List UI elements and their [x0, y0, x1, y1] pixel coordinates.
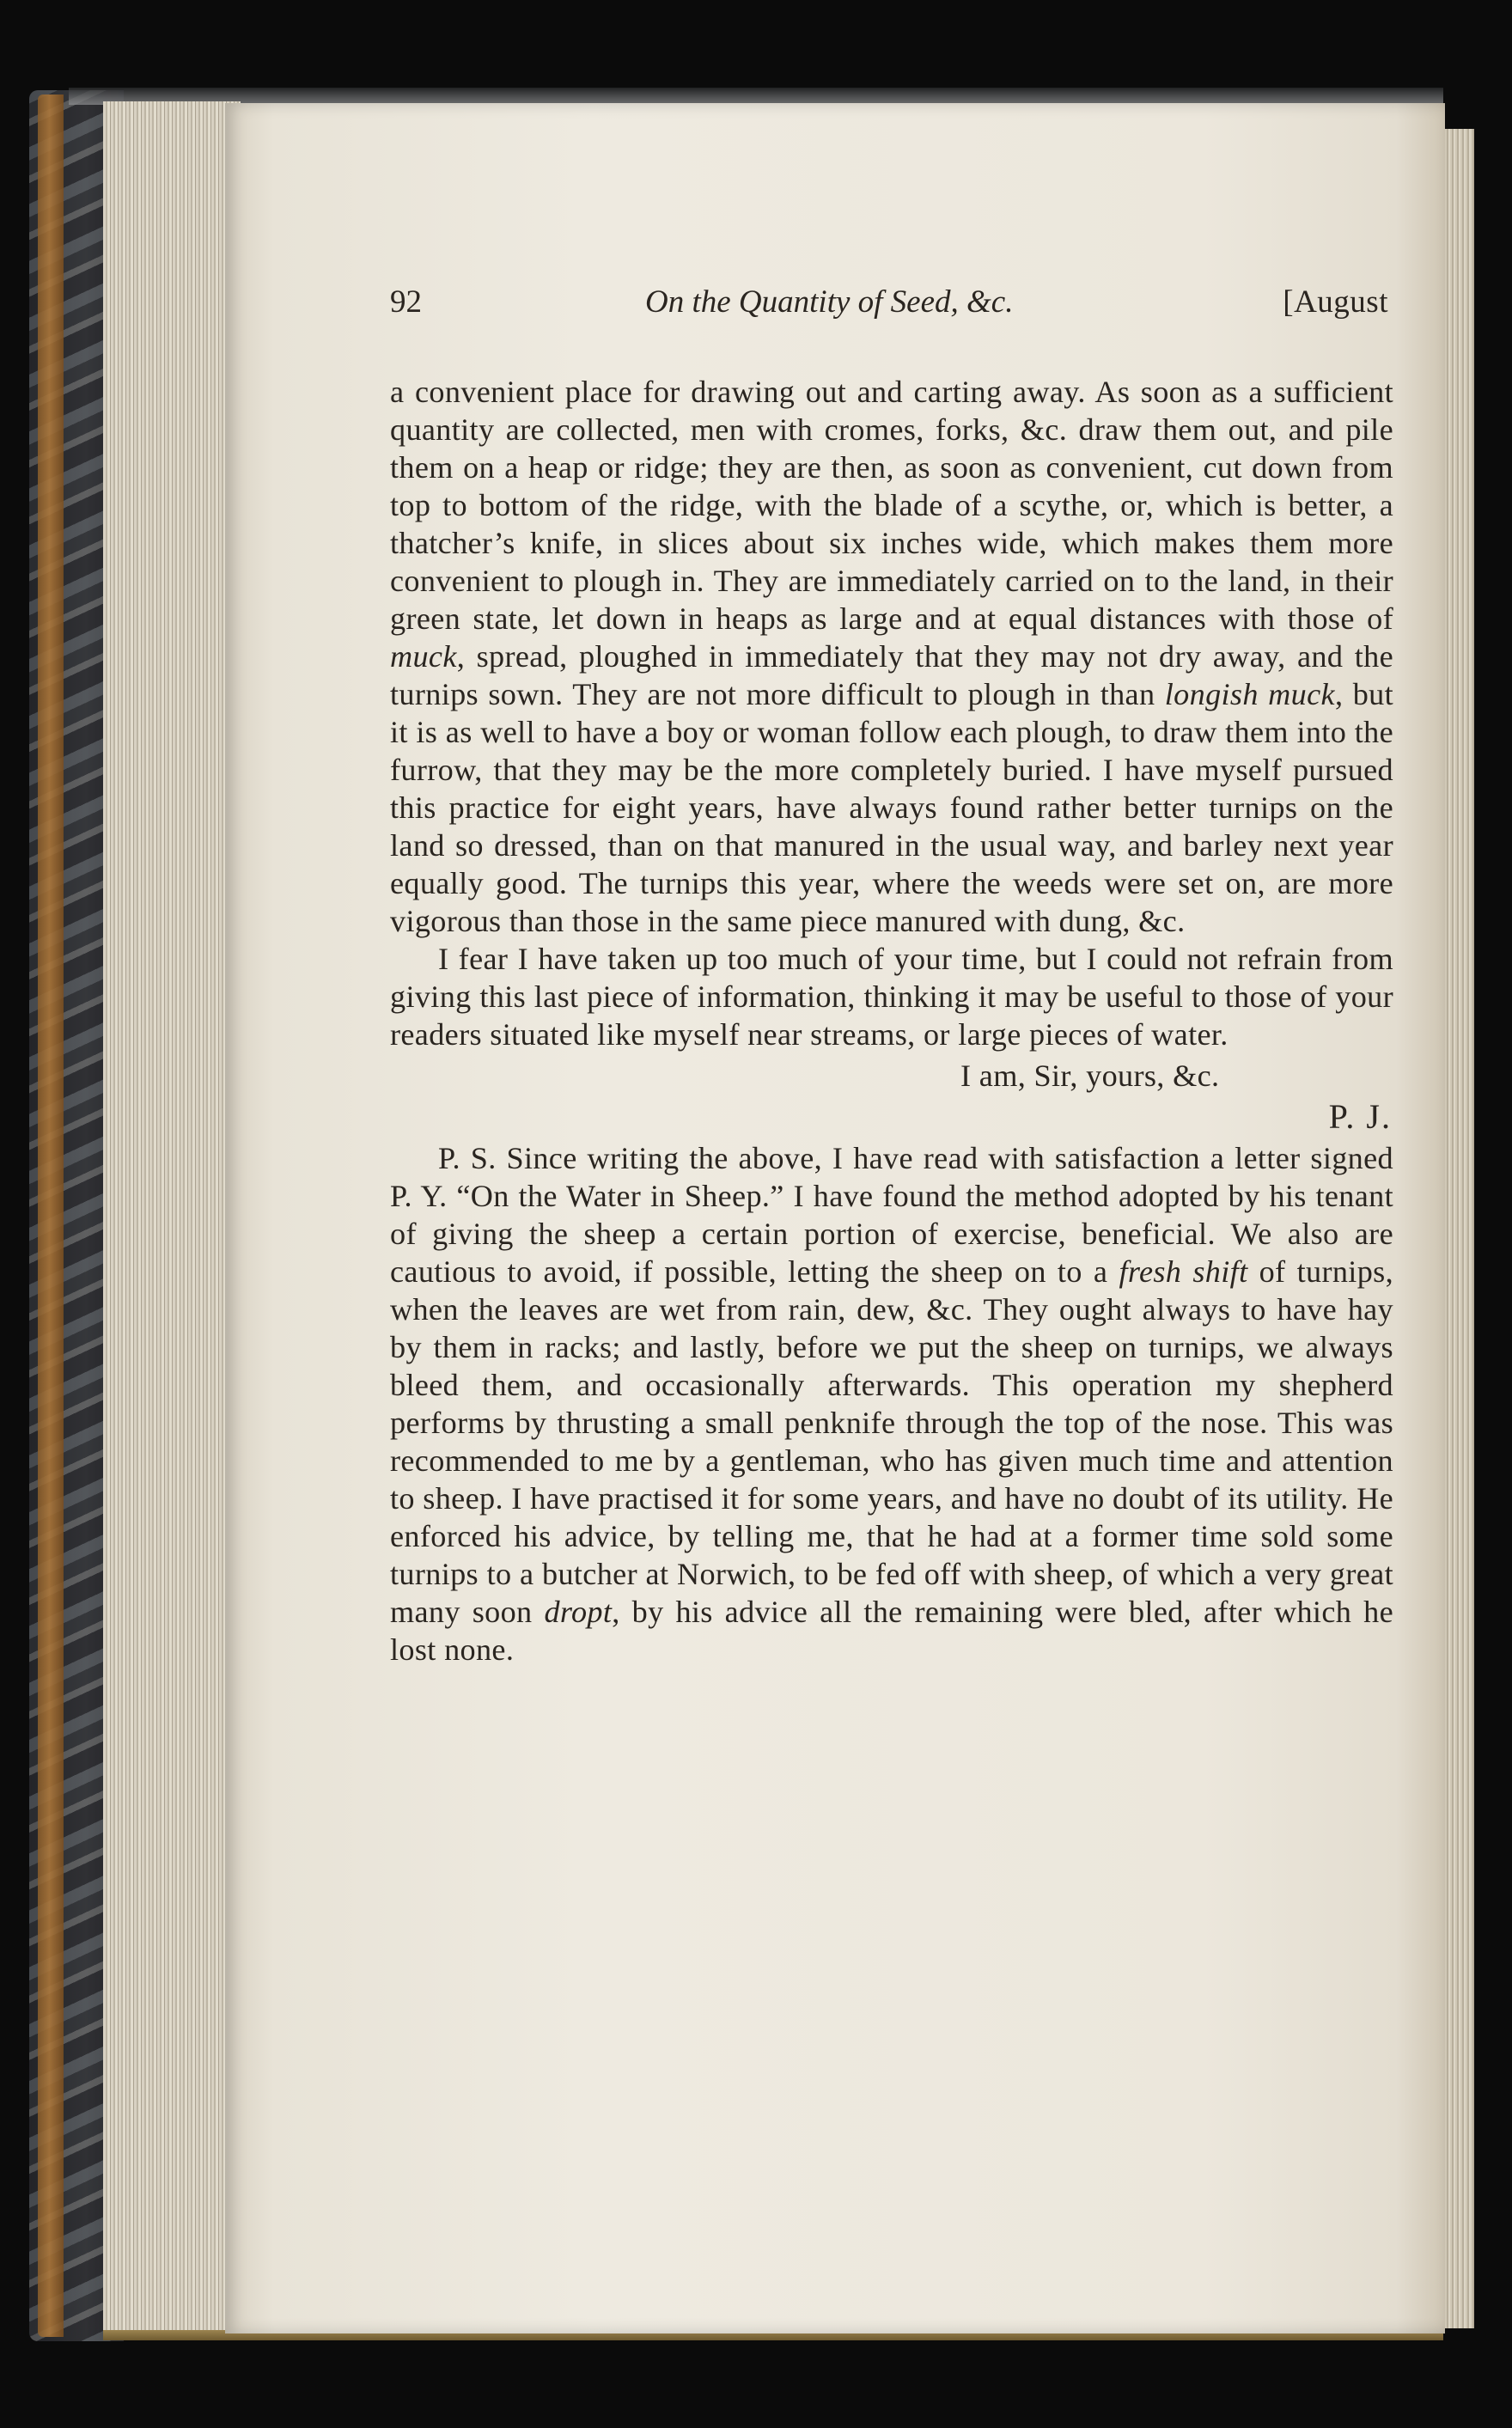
text-run: , by his advice all the remaining were bled, after which he lost none.: [390, 1595, 1393, 1667]
page-number: 92: [390, 284, 422, 320]
italic-run: fresh shift: [1119, 1254, 1248, 1289]
top-shadow-band: [69, 88, 1443, 105]
left-page-edges: [103, 101, 241, 2340]
text-run: I fear I have taken up too much of your time, but I could not refrain from giving this last piece of information, thinking it may be useful to those of your readers situated like myself near streams, or large pieces of water.: [390, 942, 1393, 1052]
signature: P. J.: [1328, 1097, 1392, 1136]
italic-run: longish muck: [1164, 677, 1335, 711]
text-run: a convenient place for drawing out and carting away. As soon as a sufficient quantity are collected, men with cromes, forks, &c. draw them out, and pile them on a heap or ridge; they are then, as soon as convenient, cut down from top to bottom of the ridge, with the blade of a scythe, or, which is better, a thatcher’s knife, in slices about six inches wide, which makes them more convenient to plough in. They are immediately carried on to the land, in their green state, let down in heaps as large and at equal distances with those of: [390, 375, 1393, 636]
running-month: [August: [1283, 284, 1388, 320]
text-run: , spread, ploughed in immediately that they may not dry away, and the turnips sown. They are not more difficult to plough in than: [390, 639, 1393, 711]
postscript: [390, 1139, 1393, 1668]
text-run: of turnips, when the leaves are wet from rain, dew, &c. They ought always to have hay by them in racks; and lastly, before we put the sheep on turnips, we always bleed them, and occasionally afterwards. This operation my shepherd performs by thrusting a small penknife through the top of the nose. This was recommended to me by a gentleman, who has given much time and attention to sheep. I have practised it for some years, and have no doubt of its utility. He enforced his advice, by telling me, that he had at a former time sold some turnips to a butcher at Norwich, to be fed off with sheep, of which a very great many soon: [390, 1254, 1393, 1629]
right-page-edges: [1445, 129, 1474, 2328]
text-run: P. S. Since writing the above, I have read with satisfaction a letter signed P. Y. “On the Water in Sheep.” I have found the method adopted by his tenant of giving the sheep a certain portion of exercise, beneficial. We also are cautious to avoid, if possible, letting the sheep on to a: [390, 1141, 1393, 1289]
running-title: On the Quantity of Seed, &c.: [645, 284, 1014, 320]
page-header: [390, 273, 1393, 335]
text-run: , but it is as well to have a boy or woman follow each plough, to draw them into the furrow, that they may be the more completely buried. I have myself pursued this practice for eight years, have always found rather better turnips on the land so dressed, than on that manured in the usual way, and barley next year equally good. The turnips this year, where the weeds were set on, are more vigorous than those in the same piece manured with dung, &c.: [390, 677, 1394, 938]
closing-line: I am, Sir, yours, &c.: [960, 1058, 1220, 1093]
gilt-spine-edge: [38, 95, 64, 2337]
paragraph-2: [390, 940, 1393, 1053]
italic-run: muck: [390, 639, 457, 674]
paragraph-1: [390, 373, 1393, 940]
page-text-block: [390, 273, 1393, 1668]
article-body: [390, 373, 1393, 1668]
italic-run: dropt: [544, 1595, 613, 1629]
